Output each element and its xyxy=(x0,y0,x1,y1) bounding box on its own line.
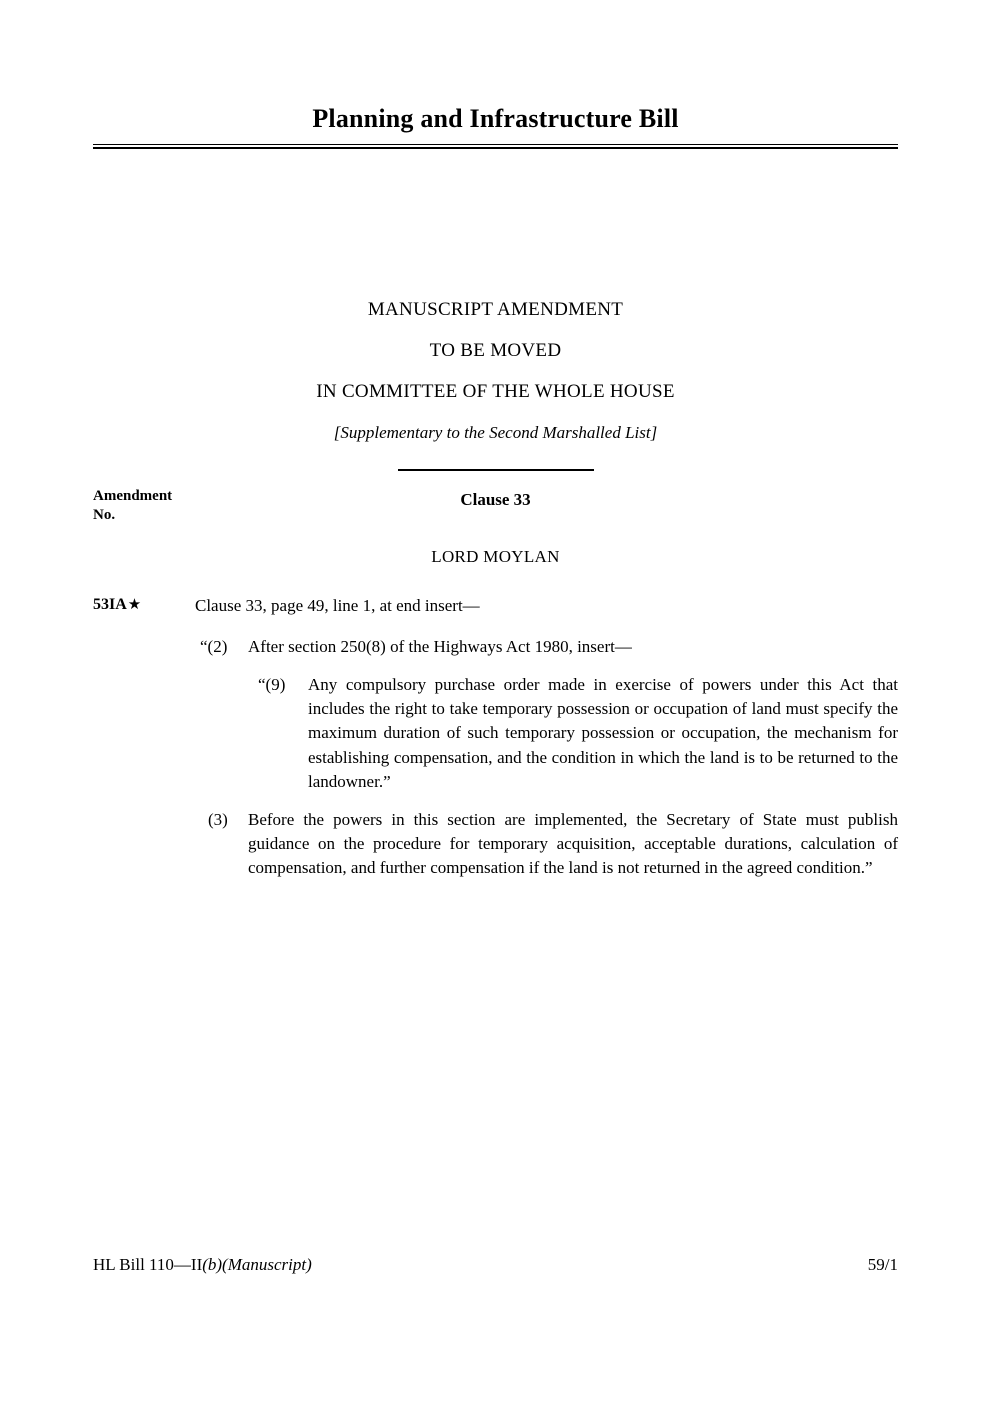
paragraph-text: Any compulsory purchase order made in exercise of powers under this Act that includes the right to take temporary possession or occupation of land must specify the maximum duration of such temporary possession or occupation, the mechanism for establishing compensation, and the condition in which the land is to be returned to the landowner.” xyxy=(308,675,898,791)
amendment-lead-row xyxy=(93,595,898,621)
amendment-paragraph xyxy=(93,673,898,794)
star-icon: ★ xyxy=(127,597,142,613)
page-footer xyxy=(93,1255,898,1275)
amendment-no-label-line2: No. xyxy=(93,507,116,524)
header-block xyxy=(93,300,898,471)
footer-bill-ref-italic: (b)(Manuscript) xyxy=(202,1255,312,1274)
paragraph-marker: (3) xyxy=(208,809,228,829)
paragraph-text: Before the powers in this section are implemented, the Secretary of State must publish guidance on the procedure for temporary acquisition, acceptable durations, calculation of compensation, and further compensation if the land is not returned in the agreed condition.” xyxy=(248,809,898,877)
amendment-paragraph xyxy=(93,635,898,659)
title-block xyxy=(93,104,898,149)
header-short-rule xyxy=(398,469,594,471)
amendment-no-label-line1: Amendment xyxy=(93,488,173,504)
title-double-rule xyxy=(93,144,898,149)
footer-bill-ref-roman: HL Bill 110—II xyxy=(93,1255,203,1274)
header-subtitle: [Supplementary to the Second Marshalled List] xyxy=(333,423,658,442)
header-line-to-be-moved: TO BE MOVED xyxy=(429,340,562,361)
paragraph-text: After section 250(8) of the Highways Act 1980, insert— xyxy=(248,637,632,656)
clause-heading: Clause 33 xyxy=(460,490,531,509)
title-rule-thick xyxy=(93,147,898,149)
amendment-body xyxy=(93,595,898,880)
footer-page-number: 59/1 xyxy=(867,1255,898,1274)
amendment-paragraph xyxy=(93,808,898,880)
paragraph-marker: “(9) xyxy=(258,675,286,695)
paragraph-marker: “(2) xyxy=(200,637,228,656)
page-title: Planning and Infrastructure Bill xyxy=(312,104,679,133)
member-name: LORD MOYLAN xyxy=(431,547,560,566)
header-line-manuscript-amendment: MANUSCRIPT AMENDMENT xyxy=(367,299,624,320)
amendment-lead-text: Clause 33, page 49, line 1, at end insert— xyxy=(195,596,480,615)
header-line-in-committee: IN COMMITTEE OF THE WHOLE HOUSE xyxy=(316,381,675,402)
amendment-number xyxy=(93,595,141,614)
amendment-number-text: 53IA xyxy=(93,596,127,613)
footer-bill-reference xyxy=(93,1255,312,1275)
